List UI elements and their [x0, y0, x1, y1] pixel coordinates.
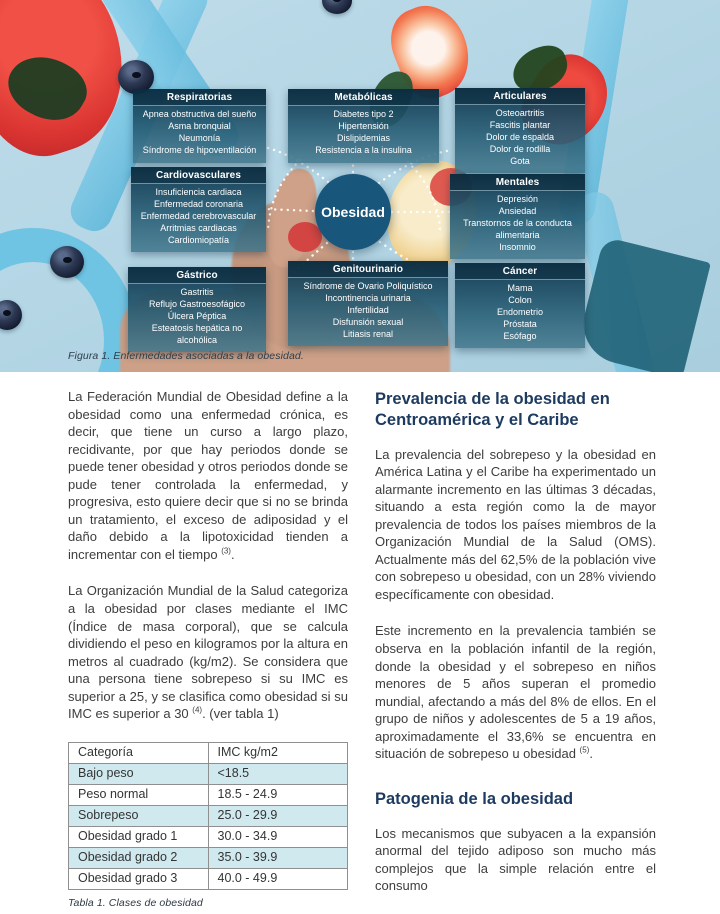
disease-box-title: Respiratorias [133, 89, 266, 106]
disease-box-title: Gástrico [128, 267, 266, 284]
blueberry-illustration [50, 246, 84, 278]
disease-box-cardiovasculares [131, 167, 266, 252]
paragraph-prevalence-children: Este incremento en la prevalencia también se observa en la población infantil de la región, donde la obesidad y el sobrepeso en niños menores de 5 años superan el promedio mundial, afectando a más del 8% de ellos. En el grupo de niños y adolescentes de 5 a 19 años, aproximadamente el 33,6% se encuentra en situación de sobrepeso u obesidad $^{(5)}$. [375, 623, 656, 762]
imc-classification-table [68, 742, 348, 890]
disease-box-items: Mama Colon Endometrio Próstata Esófago [496, 283, 544, 341]
disease-box-title: Genitourinario [288, 261, 448, 278]
figure-caption: Figura 1. Enfermedades asociadas a la obesidad. [68, 350, 304, 362]
obesity-center-circle [315, 174, 391, 250]
reference-superscript: (4) [192, 705, 203, 715]
disease-box-items: Insuficiencia cardiaca Enfermedad coronaria Enfermedad cerebrovascular Arritmias cardiacas Cardiomiopatía [140, 187, 257, 245]
disease-box-mentales [450, 174, 585, 259]
paragraph-imc-classification: La Organización Mundial de la Salud categoriza a la obesidad por clases mediante el IMC (Índice de masa corporal), que se calcula dividiendo el peso en kilogramos por la altura en metros al cuadrado (kg/m2). Se considera que una persona tiene sobrepeso si su IMC es superior a 25, y se clasifica como obesidad si su IMC es superior a 30 $^{(4)}$. (ver tabla 1) [68, 583, 348, 722]
figure-obesity-diseases [0, 0, 720, 372]
table-row: Bajo peso <18.5 [69, 763, 348, 784]
table-caption: Tabla 1. Clases de obesidad [68, 896, 203, 909]
table-row: Sobrepeso 25.0 - 29.9 [69, 805, 348, 826]
table-row: Obesidad grado 2 35.0 - 39.9 [69, 847, 348, 868]
table-header-cell: Categoría [69, 742, 209, 763]
disease-box-genitourinario [288, 261, 448, 346]
disease-box-title: Cáncer [455, 263, 585, 280]
right-column [375, 388, 656, 914]
disease-box-cancer [455, 263, 585, 348]
disease-box-title: Cardiovasculares [131, 167, 266, 184]
disease-box-gastrico [128, 267, 266, 352]
section-heading-prevalencia: Prevalencia de la obesidad en Centroamérica y el Caribe [375, 390, 610, 429]
disease-box-title: Metabólicas [288, 89, 439, 106]
article-body [0, 372, 720, 914]
paragraph-prevalence-region: La prevalencia del sobrepeso y la obesidad en América Latina y el Caribe ha experimentado un alarmante incremento en las últimas 3 décadas, situando a esta región como la de mayor prevalencia de todos los países miembros de la Organización Mundial de la Salud (OMS). Actualmente más del 62,5% de la población vive con sobrepeso u obesidad, con un 28% viviendo específicamente con obesidad. [375, 446, 656, 602]
obesity-label: Obesidad [321, 204, 385, 220]
disease-box-items: Osteoartritis Fascitis plantar Dolor de espalda Dolor de rodilla Gota [485, 108, 555, 166]
table-row: Obesidad grado 1 30.0 - 34.9 [69, 826, 348, 847]
disease-box-articulares [455, 88, 585, 173]
disease-box-metabolicas [288, 89, 439, 163]
section-heading-patogenia: Patogenia de la obesidad [375, 789, 574, 808]
paragraph-definition-obesity: La Federación Mundial de Obesidad define a la obesidad como una enfermedad crónica, es decir, que tiene un curso a largo plazo, recidivante, por que hay periodos donde se puede tener obesidad y otros periodos donde se pude tener controlada la enfermedad, y progresiva, esto quiere decir que si no se brinda un tratamiento, el exceso de adiposidad y el daño debido a la lipotoxicidad tienden a incrementar con el tiempo $^{(3)}$. [68, 389, 348, 562]
disease-box-items: Apnea obstructiva del sueño Asma bronquial Neumonía Síndrome de hipoventilación [142, 109, 257, 155]
disease-box-items: Depresión Ansiedad Transtornos de la conducta alimentaria Insomnio [463, 194, 572, 252]
disease-box-items: Diabetes tipo 2 Hipertensión Dislipidemias Resistencia a la insulina [315, 109, 412, 155]
paragraph-pathogenesis: Los mecanismos que subyacen a la expansión anormal del tejido adiposo son mucho más complejos que la simple relación entre el consumo [375, 825, 656, 894]
blueberry-illustration [322, 0, 352, 14]
reference-superscript: (5) [579, 745, 590, 755]
reference-superscript: (3) [221, 546, 231, 556]
left-column [68, 388, 348, 914]
table-row: Obesidad grado 3 40.0 - 49.9 [69, 868, 348, 889]
table-header-row [69, 742, 348, 763]
disease-box-items: Gastritis Reflujo Gastroesofágico Úlcera Péptica Esteatosis hepática no alcohólica [148, 287, 246, 345]
table-row: Peso normal 18.5 - 24.9 [69, 784, 348, 805]
disease-box-items: Síndrome de Ovario Poliquístico Incontinencia urinaria Infertilidad Disfunsión sexual Litiasis renal [303, 281, 433, 339]
table-header-cell: IMC kg/m2 [208, 742, 348, 763]
disease-box-title: Mentales [450, 174, 585, 191]
disease-box-title: Articulares [455, 88, 585, 105]
disease-box-respiratorias [133, 89, 266, 163]
